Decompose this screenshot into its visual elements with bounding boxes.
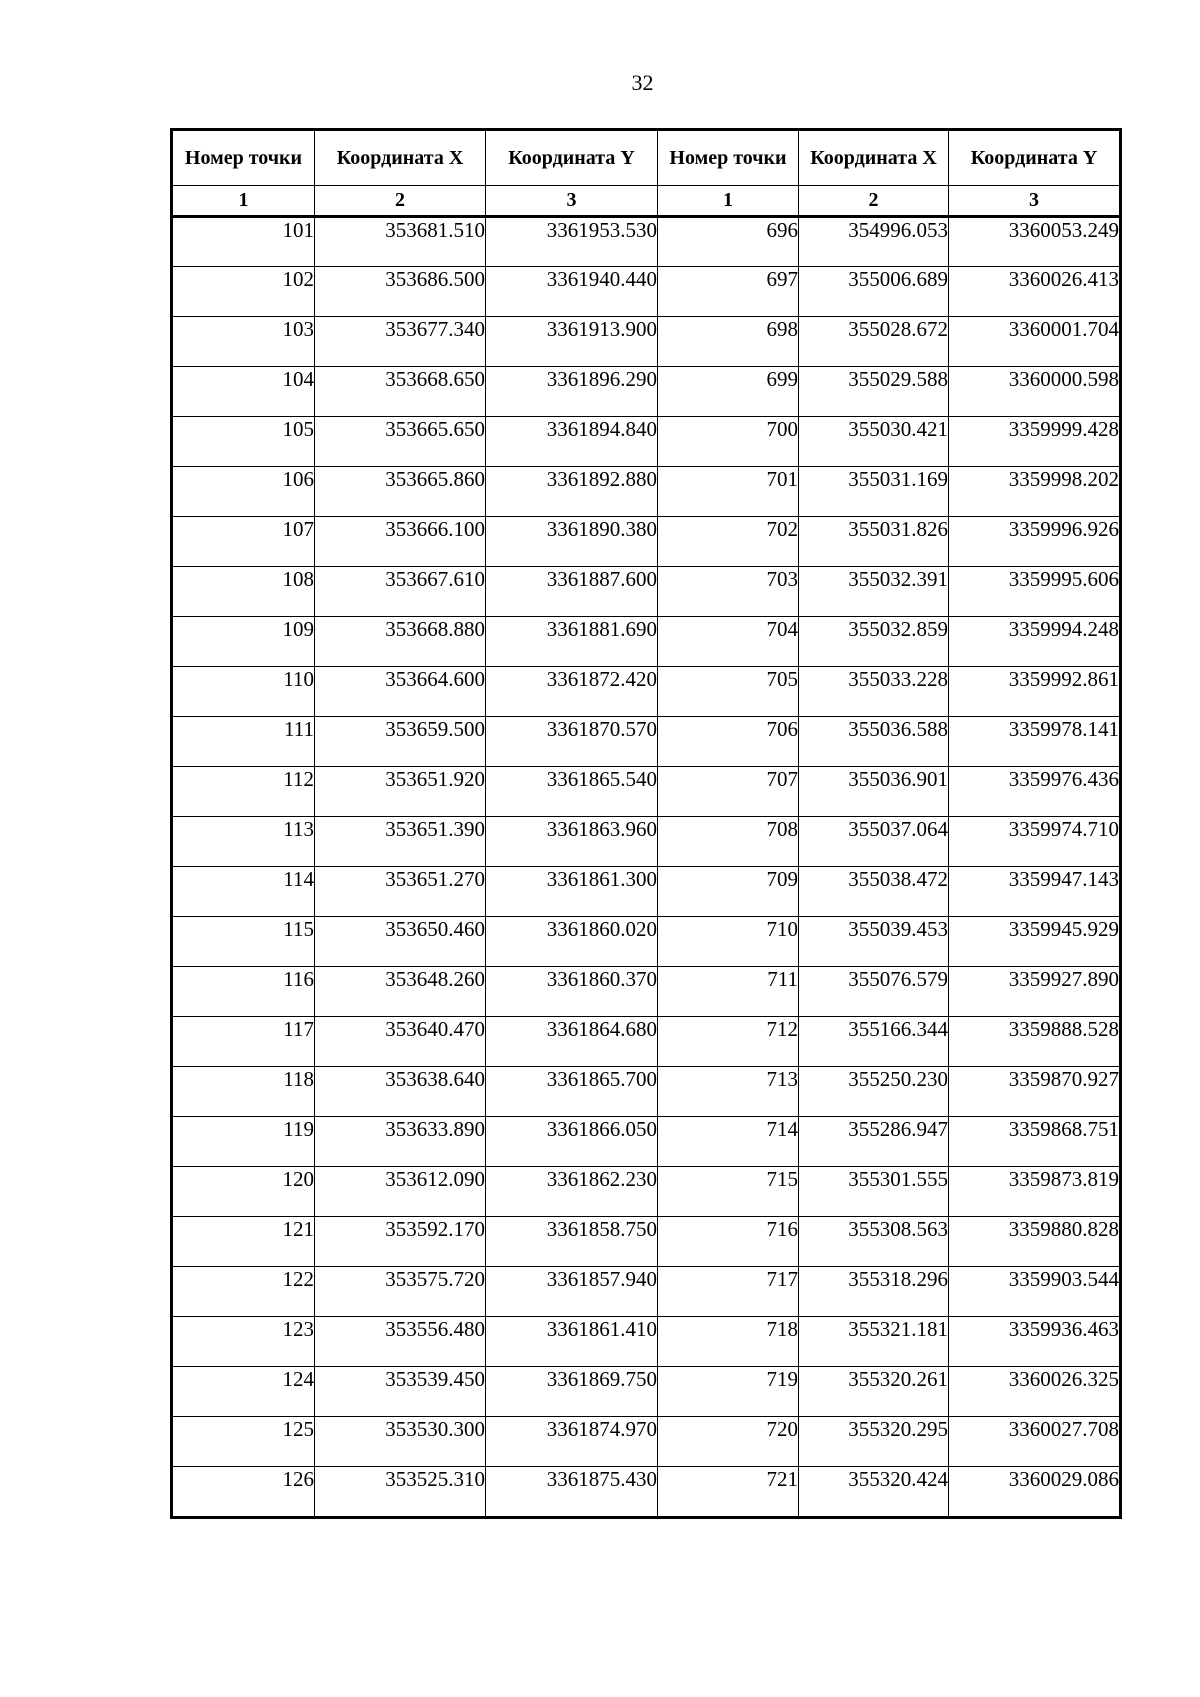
coordinate-x-cell: 353638.640 <box>315 1067 486 1117</box>
coordinate-y-cell: 3359992.861 <box>949 667 1121 717</box>
coordinate-x-cell: 355006.689 <box>799 267 949 317</box>
coordinate-y-cell: 3361940.440 <box>486 267 658 317</box>
point-number-cell: 721 <box>658 1467 799 1518</box>
coordinate-y-cell: 3360026.325 <box>949 1367 1121 1417</box>
coordinate-y-cell: 3360029.086 <box>949 1467 1121 1518</box>
point-number-cell: 709 <box>658 867 799 917</box>
coordinate-x-cell: 353633.890 <box>315 1117 486 1167</box>
coordinate-y-cell: 3360027.708 <box>949 1417 1121 1467</box>
table-row <box>172 1417 1121 1467</box>
point-number-cell: 109 <box>172 617 315 667</box>
coordinate-y-cell: 3361864.680 <box>486 1017 658 1067</box>
column-number: 1 <box>172 186 315 217</box>
table-row <box>172 917 1121 967</box>
coordinate-x-cell: 353666.100 <box>315 517 486 567</box>
coordinate-y-cell: 3361872.420 <box>486 667 658 717</box>
coordinate-y-cell: 3361887.600 <box>486 567 658 617</box>
table-row <box>172 667 1121 717</box>
table-row <box>172 417 1121 467</box>
coordinate-y-cell: 3359870.927 <box>949 1067 1121 1117</box>
point-number-cell: 112 <box>172 767 315 817</box>
point-number-cell: 103 <box>172 317 315 367</box>
point-number-cell: 117 <box>172 1017 315 1067</box>
table-row <box>172 1217 1121 1267</box>
coordinate-x-cell: 354996.053 <box>799 217 949 267</box>
coordinate-x-cell: 353525.310 <box>315 1467 486 1518</box>
coordinate-y-cell: 3361861.300 <box>486 867 658 917</box>
column-header-coordinate-x: Координата X <box>315 130 486 186</box>
coordinate-y-cell: 3361858.750 <box>486 1217 658 1267</box>
point-number-cell: 699 <box>658 367 799 417</box>
header-row <box>172 130 1121 186</box>
column-header-coordinate-x: Координата X <box>799 130 949 186</box>
coordinate-y-cell: 3359927.890 <box>949 967 1121 1017</box>
coordinate-y-cell: 3359947.143 <box>949 867 1121 917</box>
coordinate-y-cell: 3360000.598 <box>949 367 1121 417</box>
point-number-cell: 705 <box>658 667 799 717</box>
coordinate-y-cell: 3360026.413 <box>949 267 1121 317</box>
column-header-point-number: Номер точки <box>172 130 315 186</box>
table-row <box>172 717 1121 767</box>
coordinate-x-cell: 355038.472 <box>799 867 949 917</box>
table-body <box>172 217 1121 1518</box>
coordinate-x-cell: 355032.859 <box>799 617 949 667</box>
coordinate-y-cell: 3359978.141 <box>949 717 1121 767</box>
coordinate-x-cell: 355030.421 <box>799 417 949 467</box>
point-number-cell: 696 <box>658 217 799 267</box>
point-number-cell: 125 <box>172 1417 315 1467</box>
coordinate-x-cell: 355032.391 <box>799 567 949 617</box>
coordinate-y-cell: 3361863.960 <box>486 817 658 867</box>
coordinate-x-cell: 355037.064 <box>799 817 949 867</box>
coordinate-x-cell: 353686.500 <box>315 267 486 317</box>
column-number: 2 <box>315 186 486 217</box>
coordinate-x-cell: 353575.720 <box>315 1267 486 1317</box>
coordinate-y-cell: 3360001.704 <box>949 317 1121 367</box>
coordinate-y-cell: 3361875.430 <box>486 1467 658 1518</box>
coordinate-x-cell: 355308.563 <box>799 1217 949 1267</box>
point-number-cell: 714 <box>658 1117 799 1167</box>
table-row <box>172 1067 1121 1117</box>
table-row <box>172 267 1121 317</box>
coordinate-x-cell: 353648.260 <box>315 967 486 1017</box>
coordinate-y-cell: 3359945.929 <box>949 917 1121 967</box>
table-row <box>172 617 1121 667</box>
coordinate-y-cell: 3359903.544 <box>949 1267 1121 1317</box>
point-number-cell: 706 <box>658 717 799 767</box>
point-number-cell: 102 <box>172 267 315 317</box>
coordinate-y-cell: 3359994.248 <box>949 617 1121 667</box>
coordinate-x-cell: 353667.610 <box>315 567 486 617</box>
point-number-cell: 110 <box>172 667 315 717</box>
point-number-cell: 710 <box>658 917 799 967</box>
coordinate-y-cell: 3359880.828 <box>949 1217 1121 1267</box>
table-row <box>172 217 1121 267</box>
coordinate-x-cell: 353539.450 <box>315 1367 486 1417</box>
coordinate-x-cell: 355036.901 <box>799 767 949 817</box>
coordinate-y-cell: 3361953.530 <box>486 217 658 267</box>
coordinate-y-cell: 3361913.900 <box>486 317 658 367</box>
point-number-cell: 113 <box>172 817 315 867</box>
point-number-cell: 118 <box>172 1067 315 1117</box>
point-number-cell: 697 <box>658 267 799 317</box>
coordinate-x-cell: 355250.230 <box>799 1067 949 1117</box>
column-number: 3 <box>949 186 1121 217</box>
coordinate-y-cell: 3361861.410 <box>486 1317 658 1367</box>
column-header-coordinate-y: Координата Y <box>486 130 658 186</box>
coordinate-x-cell: 353681.510 <box>315 217 486 267</box>
point-number-cell: 108 <box>172 567 315 617</box>
point-number-cell: 119 <box>172 1117 315 1167</box>
table-row <box>172 1167 1121 1217</box>
point-number-cell: 704 <box>658 617 799 667</box>
coordinate-y-cell: 3361862.230 <box>486 1167 658 1217</box>
coordinate-x-cell: 355301.555 <box>799 1167 949 1217</box>
coordinate-y-cell: 3360053.249 <box>949 217 1121 267</box>
coordinate-y-cell: 3361870.570 <box>486 717 658 767</box>
coordinate-x-cell: 355036.588 <box>799 717 949 767</box>
coordinate-x-cell: 355031.826 <box>799 517 949 567</box>
coordinate-x-cell: 353668.880 <box>315 617 486 667</box>
coordinate-x-cell: 353677.340 <box>315 317 486 367</box>
coordinate-x-cell: 353665.860 <box>315 467 486 517</box>
point-number-cell: 717 <box>658 1267 799 1317</box>
table-row <box>172 1267 1121 1317</box>
point-number-cell: 719 <box>658 1367 799 1417</box>
coordinate-x-cell: 353640.470 <box>315 1017 486 1067</box>
coordinate-y-cell: 3361874.970 <box>486 1417 658 1467</box>
coordinate-x-cell: 355321.181 <box>799 1317 949 1367</box>
point-number-cell: 700 <box>658 417 799 467</box>
coordinate-y-cell: 3361896.290 <box>486 367 658 417</box>
table-row <box>172 1367 1121 1417</box>
table-header <box>172 130 1121 217</box>
point-number-cell: 114 <box>172 867 315 917</box>
coordinate-y-cell: 3361869.750 <box>486 1367 658 1417</box>
coordinate-x-cell: 353659.500 <box>315 717 486 767</box>
page-number: 32 <box>631 70 654 95</box>
coordinate-x-cell: 353665.650 <box>315 417 486 467</box>
point-number-cell: 121 <box>172 1217 315 1267</box>
table-row <box>172 517 1121 567</box>
coordinate-y-cell: 3361881.690 <box>486 617 658 667</box>
coordinate-y-cell: 3359868.751 <box>949 1117 1121 1167</box>
coordinate-y-cell: 3359976.436 <box>949 767 1121 817</box>
coordinate-x-cell: 355076.579 <box>799 967 949 1017</box>
coordinate-x-cell: 353651.920 <box>315 767 486 817</box>
point-number-cell: 718 <box>658 1317 799 1367</box>
coordinate-x-cell: 353664.600 <box>315 667 486 717</box>
coordinate-x-cell: 355320.295 <box>799 1417 949 1467</box>
coordinate-x-cell: 355031.169 <box>799 467 949 517</box>
coordinate-y-cell: 3361865.700 <box>486 1067 658 1117</box>
table-row <box>172 317 1121 367</box>
point-number-cell: 116 <box>172 967 315 1017</box>
point-number-cell: 698 <box>658 317 799 367</box>
point-number-cell: 120 <box>172 1167 315 1217</box>
coordinate-x-cell: 355028.672 <box>799 317 949 367</box>
column-header-coordinate-y: Координата Y <box>949 130 1121 186</box>
point-number-cell: 111 <box>172 717 315 767</box>
coordinate-y-cell: 3361860.020 <box>486 917 658 967</box>
point-number-cell: 123 <box>172 1317 315 1367</box>
coordinate-x-cell: 353530.300 <box>315 1417 486 1467</box>
coordinate-y-cell: 3361866.050 <box>486 1117 658 1167</box>
point-number-cell: 712 <box>658 1017 799 1067</box>
column-number-row <box>172 186 1121 217</box>
point-number-cell: 104 <box>172 367 315 417</box>
point-number-cell: 703 <box>658 567 799 617</box>
coordinate-y-cell: 3361857.940 <box>486 1267 658 1317</box>
coordinate-x-cell: 353651.270 <box>315 867 486 917</box>
column-number: 1 <box>658 186 799 217</box>
coordinate-y-cell: 3359936.463 <box>949 1317 1121 1367</box>
coordinate-y-cell: 3361890.380 <box>486 517 658 567</box>
coordinate-x-cell: 355166.344 <box>799 1017 949 1067</box>
coordinate-y-cell: 3359999.428 <box>949 417 1121 467</box>
coordinate-x-cell: 355318.296 <box>799 1267 949 1317</box>
point-number-cell: 707 <box>658 767 799 817</box>
table-row <box>172 1117 1121 1167</box>
coordinate-x-cell: 353592.170 <box>315 1217 486 1267</box>
coordinate-x-cell: 353651.390 <box>315 817 486 867</box>
point-number-cell: 122 <box>172 1267 315 1317</box>
column-header-point-number: Номер точки <box>658 130 799 186</box>
point-number-cell: 126 <box>172 1467 315 1518</box>
point-number-cell: 713 <box>658 1067 799 1117</box>
coordinate-y-cell: 3361865.540 <box>486 767 658 817</box>
coordinate-y-cell: 3359996.926 <box>949 517 1121 567</box>
table-row <box>172 1467 1121 1518</box>
coordinate-x-cell: 353650.460 <box>315 917 486 967</box>
point-number-cell: 701 <box>658 467 799 517</box>
table-row <box>172 567 1121 617</box>
point-number-cell: 124 <box>172 1367 315 1417</box>
coordinate-y-cell: 3361860.370 <box>486 967 658 1017</box>
coordinate-x-cell: 353556.480 <box>315 1317 486 1367</box>
coordinate-y-cell: 3359998.202 <box>949 467 1121 517</box>
coordinate-x-cell: 355039.453 <box>799 917 949 967</box>
coordinate-x-cell: 355286.947 <box>799 1117 949 1167</box>
coordinate-x-cell: 355033.228 <box>799 667 949 717</box>
table-row <box>172 367 1121 417</box>
table-row <box>172 1017 1121 1067</box>
point-number-cell: 715 <box>658 1167 799 1217</box>
coordinate-y-cell: 3359995.606 <box>949 567 1121 617</box>
point-number-cell: 105 <box>172 417 315 467</box>
point-number-cell: 107 <box>172 517 315 567</box>
point-number-cell: 115 <box>172 917 315 967</box>
coordinate-y-cell: 3361894.840 <box>486 417 658 467</box>
point-number-cell: 716 <box>658 1217 799 1267</box>
point-number-cell: 708 <box>658 817 799 867</box>
table-row <box>172 1317 1121 1367</box>
column-number: 3 <box>486 186 658 217</box>
coordinate-y-cell: 3359873.819 <box>949 1167 1121 1217</box>
coordinate-y-cell: 3361892.880 <box>486 467 658 517</box>
table-row <box>172 767 1121 817</box>
coordinate-x-cell: 353668.650 <box>315 367 486 417</box>
coordinate-y-cell: 3359888.528 <box>949 1017 1121 1067</box>
coordinate-y-cell: 3359974.710 <box>949 817 1121 867</box>
table-row <box>172 467 1121 517</box>
coordinates-table <box>170 128 1122 1519</box>
point-number-cell: 106 <box>172 467 315 517</box>
coordinate-x-cell: 355029.588 <box>799 367 949 417</box>
point-number-cell: 101 <box>172 217 315 267</box>
coordinate-x-cell: 355320.424 <box>799 1467 949 1518</box>
point-number-cell: 702 <box>658 517 799 567</box>
table-row <box>172 867 1121 917</box>
column-number: 2 <box>799 186 949 217</box>
point-number-cell: 711 <box>658 967 799 1017</box>
point-number-cell: 720 <box>658 1417 799 1467</box>
table-row <box>172 817 1121 867</box>
coordinate-x-cell: 353612.090 <box>315 1167 486 1217</box>
table-row <box>172 967 1121 1017</box>
coordinate-x-cell: 355320.261 <box>799 1367 949 1417</box>
